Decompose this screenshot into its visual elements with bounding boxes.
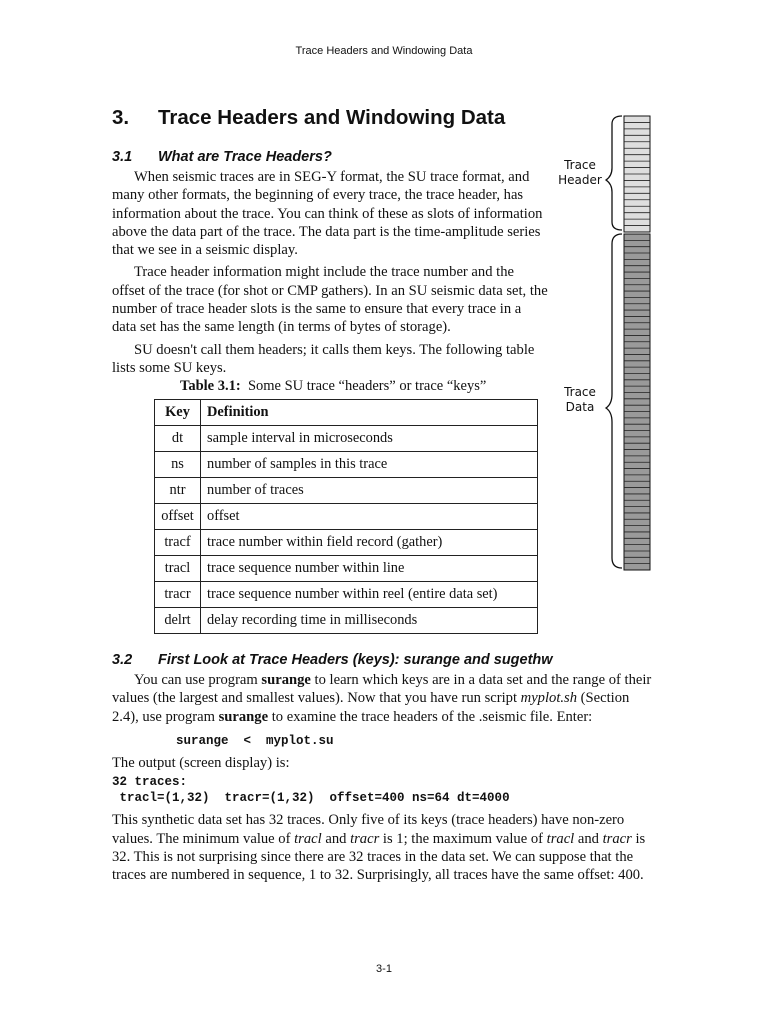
keys-table bbox=[154, 399, 538, 634]
section-3-1-body bbox=[112, 168, 549, 377]
key-name: tracr bbox=[602, 830, 632, 847]
key-name: tracl bbox=[546, 830, 575, 847]
command-line: surange < myplot.su bbox=[176, 733, 334, 748]
section-3-1-heading bbox=[112, 149, 332, 165]
label-line: Trace bbox=[564, 158, 596, 172]
paragraph: SU doesn't call them headers; it calls them keys. The following table lists some SU keys. bbox=[112, 341, 535, 376]
section-number: 3.2 bbox=[112, 652, 133, 668]
trace-data-label bbox=[556, 385, 604, 415]
output-line: tracl=(1,32) tracr=(1,32) offset=400 ns=64 dt=4000 bbox=[112, 791, 510, 806]
key-cell: tracl bbox=[155, 556, 201, 582]
table-row bbox=[155, 582, 538, 608]
output-intro: The output (screen display) is: bbox=[112, 755, 290, 772]
trace-diagram bbox=[598, 110, 658, 575]
table-row bbox=[155, 530, 538, 556]
label-line: Header bbox=[558, 173, 602, 187]
key-cell: dt bbox=[155, 426, 201, 452]
section-3-2-heading bbox=[112, 652, 553, 668]
key-cell: offset bbox=[155, 504, 201, 530]
text-run: to learn which keys are in a data set and the range of their values (the largest and smallest values). Now that you have run script bbox=[112, 672, 652, 707]
column-header-key: Key bbox=[155, 400, 201, 426]
table-caption-label: Table 3.1: bbox=[180, 378, 241, 394]
key-name: tracl bbox=[294, 830, 322, 847]
text-run: and bbox=[321, 830, 351, 847]
chapter-title-text: Trace Headers and Windowing Data bbox=[158, 106, 506, 129]
trace-header-label bbox=[556, 158, 604, 188]
text-run: (Section 2.4), use program bbox=[112, 690, 630, 725]
table-row bbox=[155, 426, 538, 452]
header-brace bbox=[606, 116, 622, 230]
data-brace bbox=[606, 234, 622, 568]
table-caption-text: Some SU trace “headers” or trace “keys” bbox=[247, 378, 487, 394]
key-cell: delrt bbox=[155, 608, 201, 634]
section-3-2-body bbox=[112, 671, 657, 885]
section-title: First Look at Trace Headers (keys): surange and sugethw bbox=[158, 652, 553, 668]
table-row bbox=[155, 504, 538, 530]
definition-cell: number of samples in this trace bbox=[201, 452, 538, 478]
definition-cell: trace number within field record (gather) bbox=[201, 530, 538, 556]
program-name: surange bbox=[218, 708, 269, 725]
trace-slots bbox=[624, 116, 650, 570]
text-run: to examine the trace headers of the .seismic file. Enter: bbox=[268, 708, 593, 725]
key-cell: ns bbox=[155, 452, 201, 478]
key-cell: tracf bbox=[155, 530, 201, 556]
definition-cell: delay recording time in milliseconds bbox=[201, 608, 538, 634]
definition-cell: trace sequence number within line bbox=[201, 556, 538, 582]
page-number: 3-1 bbox=[376, 963, 392, 975]
chapter-title bbox=[112, 106, 505, 130]
table-header-row bbox=[155, 400, 538, 426]
text-run: is 1; the maximum value of bbox=[379, 830, 547, 847]
text-run: This synthetic data set has 32 traces. Only five of its keys (trace headers) have non-zero values. The minimum value of bbox=[112, 812, 625, 847]
table-caption bbox=[180, 378, 486, 395]
paragraph bbox=[112, 671, 657, 726]
paragraph: Trace header information might include the trace number and the offset of the trace (for shot or CMP gathers). In an SU seismic data set, the number of trace header slots is the same to ensure that every trace in a data set has the same length (in terms of bytes of storage). bbox=[112, 264, 548, 336]
text-run: You can use program bbox=[134, 672, 262, 688]
definition-cell: offset bbox=[201, 504, 538, 530]
table-row bbox=[155, 556, 538, 582]
label-line: Data bbox=[565, 400, 595, 414]
table-row bbox=[155, 452, 538, 478]
key-cell: tracr bbox=[155, 582, 201, 608]
script-name: myplot.sh bbox=[520, 690, 578, 707]
running-head: Trace Headers and Windowing Data bbox=[295, 45, 473, 57]
output-line: 32 traces: bbox=[112, 775, 188, 790]
chapter-number: 3. bbox=[112, 106, 130, 129]
label-line: Trace bbox=[564, 385, 596, 399]
section-number: 3.1 bbox=[112, 149, 133, 165]
section-title: What are Trace Headers? bbox=[158, 149, 332, 165]
program-name: surange bbox=[261, 672, 311, 688]
column-header-definition: Definition bbox=[201, 400, 538, 426]
paragraph: When seismic traces are in SEG-Y format, the SU trace format, and many other formats, the beginning of every trace, the trace header, has information about the trace. You can think of these as slots of information above the data part of the trace. The data part is the time-amplitude series that we see in a seismic display. bbox=[112, 169, 543, 259]
paragraph bbox=[112, 811, 657, 884]
key-name: tracr bbox=[350, 830, 380, 847]
text-run: and bbox=[574, 830, 603, 847]
key-cell: ntr bbox=[155, 478, 201, 504]
definition-cell: number of traces bbox=[201, 478, 538, 504]
table-row bbox=[155, 608, 538, 634]
table-row bbox=[155, 478, 538, 504]
definition-cell: sample interval in microseconds bbox=[201, 426, 538, 452]
definition-cell: trace sequence number within reel (entire data set) bbox=[201, 582, 538, 608]
text-run: is 32. This is not surprising since there are 32 traces in the data set. We can suppose that the traces are numbered in sequence, 1 to 32. Surprisingly, all traces have the same offset: 400. bbox=[112, 830, 646, 884]
